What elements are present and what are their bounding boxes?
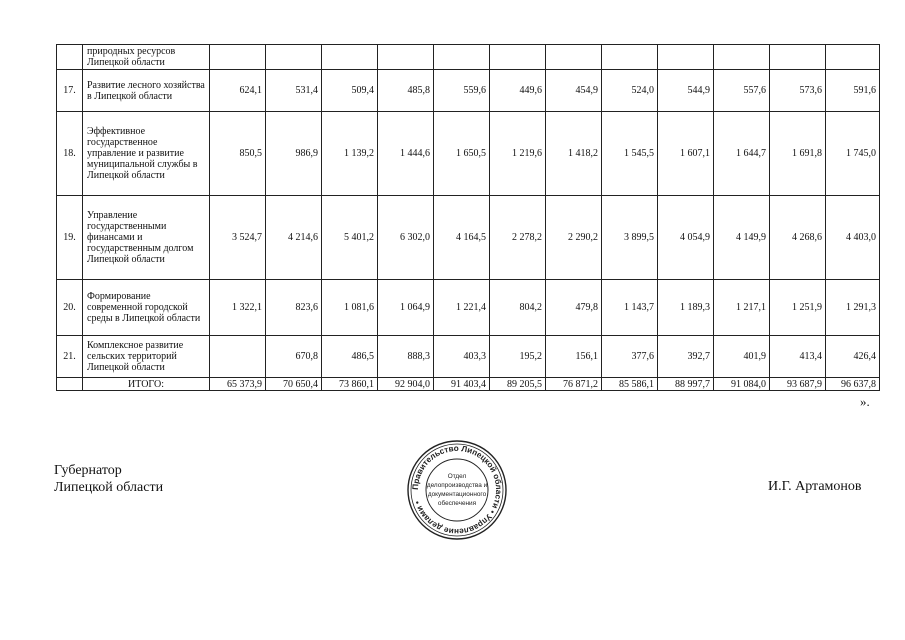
value-cell: 986,9 <box>266 112 322 196</box>
total-label: ИТОГО: <box>83 378 210 391</box>
stamp-outer-text: Правительство Липецкой области • Управление делами • <box>410 443 504 537</box>
table-row <box>57 196 880 280</box>
value-cell <box>490 45 546 70</box>
value-cell: 2 290,2 <box>546 196 602 280</box>
value-cell: 670,8 <box>266 336 322 378</box>
value-cell: 1 444,6 <box>378 112 434 196</box>
value-cell: 624,1 <box>210 70 266 112</box>
value-cell: 4 164,5 <box>434 196 490 280</box>
value-cell: 1 217,1 <box>714 280 770 336</box>
value-cell: 3 899,5 <box>602 196 658 280</box>
value-cell: 509,4 <box>322 70 378 112</box>
table-body <box>57 45 880 391</box>
value-cell: 823,6 <box>266 280 322 336</box>
value-cell: 6 302,0 <box>378 196 434 280</box>
value-cell <box>602 45 658 70</box>
value-cell: 531,4 <box>266 70 322 112</box>
value-cell <box>434 45 490 70</box>
value-cell: 850,5 <box>210 112 266 196</box>
stamp-inner-line-1: Отдел <box>447 473 467 480</box>
value-cell: 454,9 <box>546 70 602 112</box>
stamp-inner-line-2: делопроизводства и <box>426 482 488 489</box>
value-cell: 4 054,9 <box>658 196 714 280</box>
value-cell: 4 268,6 <box>770 196 826 280</box>
program-name: Развитие лесного хозяйства в Липецкой области <box>83 70 210 112</box>
value-cell: 1 139,2 <box>322 112 378 196</box>
closing-quote-mark: ». <box>860 394 870 409</box>
value-cell: 1 064,9 <box>378 280 434 336</box>
signature-title-line-1: Губернатор <box>54 463 122 478</box>
value-cell: 1 545,5 <box>602 112 658 196</box>
row-number: 17. <box>57 70 83 112</box>
value-cell: 1 251,9 <box>770 280 826 336</box>
table-row <box>57 45 880 70</box>
total-value-cell: 91 403,4 <box>434 378 490 391</box>
total-row-number <box>57 378 83 391</box>
row-number: 18. <box>57 112 83 196</box>
program-name: Комплексное развитие сельских территорий Липецкой области <box>83 336 210 378</box>
table-row <box>57 112 880 196</box>
value-cell: 403,3 <box>434 336 490 378</box>
value-cell: 1 418,2 <box>546 112 602 196</box>
value-cell: 4 403,0 <box>826 196 880 280</box>
value-cell <box>770 45 826 70</box>
program-name: Формирование современной городской среды в Липецкой области <box>83 280 210 336</box>
value-cell <box>378 45 434 70</box>
value-cell: 413,4 <box>770 336 826 378</box>
row-number <box>57 45 83 70</box>
total-value-cell: 76 871,2 <box>546 378 602 391</box>
value-cell: 1 291,3 <box>826 280 880 336</box>
value-cell: 524,0 <box>602 70 658 112</box>
value-cell: 1 143,7 <box>602 280 658 336</box>
stamp-inner-line-3: документационного <box>427 491 487 498</box>
value-cell: 479,8 <box>546 280 602 336</box>
table-row <box>57 336 880 378</box>
value-cell <box>826 45 880 70</box>
value-cell: 485,8 <box>378 70 434 112</box>
value-cell <box>546 45 602 70</box>
official-stamp <box>398 440 516 540</box>
value-cell: 4 214,6 <box>266 196 322 280</box>
value-cell: 195,2 <box>490 336 546 378</box>
value-cell: 1 081,6 <box>322 280 378 336</box>
value-cell: 1 644,7 <box>714 112 770 196</box>
total-value-cell: 92 904,0 <box>378 378 434 391</box>
program-name: природных ресурсов Липецкой области <box>83 45 210 70</box>
budget-table <box>56 44 880 391</box>
total-value-cell: 85 586,1 <box>602 378 658 391</box>
value-cell: 1 745,0 <box>826 112 880 196</box>
value-cell: 888,3 <box>378 336 434 378</box>
total-value-cell: 96 637,8 <box>826 378 880 391</box>
value-cell <box>210 45 266 70</box>
value-cell <box>322 45 378 70</box>
total-value-cell: 89 205,5 <box>490 378 546 391</box>
signature-title-line-2: Липецкой области <box>54 480 164 495</box>
value-cell <box>714 45 770 70</box>
value-cell: 3 524,7 <box>210 196 266 280</box>
value-cell: 1 219,6 <box>490 112 546 196</box>
total-value-cell: 70 650,4 <box>266 378 322 391</box>
total-value-cell: 93 687,9 <box>770 378 826 391</box>
total-value-cell: 88 997,7 <box>658 378 714 391</box>
value-cell: 392,7 <box>658 336 714 378</box>
program-name: Эффективное государственное управление и развитие муниципальной службы в Липецкой области <box>83 112 210 196</box>
total-value-cell: 91 084,0 <box>714 378 770 391</box>
value-cell: 377,6 <box>602 336 658 378</box>
value-cell: 486,5 <box>322 336 378 378</box>
value-cell: 1 322,1 <box>210 280 266 336</box>
total-value-cell: 65 373,9 <box>210 378 266 391</box>
program-name: Управление государственными финансами и государственным долгом Липецкой области <box>83 196 210 280</box>
signature-title <box>54 462 163 496</box>
value-cell: 449,6 <box>490 70 546 112</box>
signature-name: И.Г. Артамонов <box>768 479 862 494</box>
value-cell: 426,4 <box>826 336 880 378</box>
value-cell: 2 278,2 <box>490 196 546 280</box>
value-cell: 5 401,2 <box>322 196 378 280</box>
row-number: 20. <box>57 280 83 336</box>
value-cell: 1 650,5 <box>434 112 490 196</box>
value-cell: 1 221,4 <box>434 280 490 336</box>
total-value-cell: 73 860,1 <box>322 378 378 391</box>
value-cell: 573,6 <box>770 70 826 112</box>
value-cell: 544,9 <box>658 70 714 112</box>
value-cell: 1 607,1 <box>658 112 714 196</box>
table-row <box>57 70 880 112</box>
value-cell: 591,6 <box>826 70 880 112</box>
value-cell <box>266 45 322 70</box>
value-cell <box>658 45 714 70</box>
value-cell: 1 691,8 <box>770 112 826 196</box>
row-number: 19. <box>57 196 83 280</box>
table-row <box>57 280 880 336</box>
value-cell: 559,6 <box>434 70 490 112</box>
value-cell: 804,2 <box>490 280 546 336</box>
value-cell: 1 189,3 <box>658 280 714 336</box>
value-cell: 557,6 <box>714 70 770 112</box>
value-cell: 156,1 <box>546 336 602 378</box>
value-cell <box>210 336 266 378</box>
value-cell: 4 149,9 <box>714 196 770 280</box>
stamp-inner-line-4: обеспечения <box>437 500 477 507</box>
total-row <box>57 378 880 391</box>
value-cell: 401,9 <box>714 336 770 378</box>
row-number: 21. <box>57 336 83 378</box>
